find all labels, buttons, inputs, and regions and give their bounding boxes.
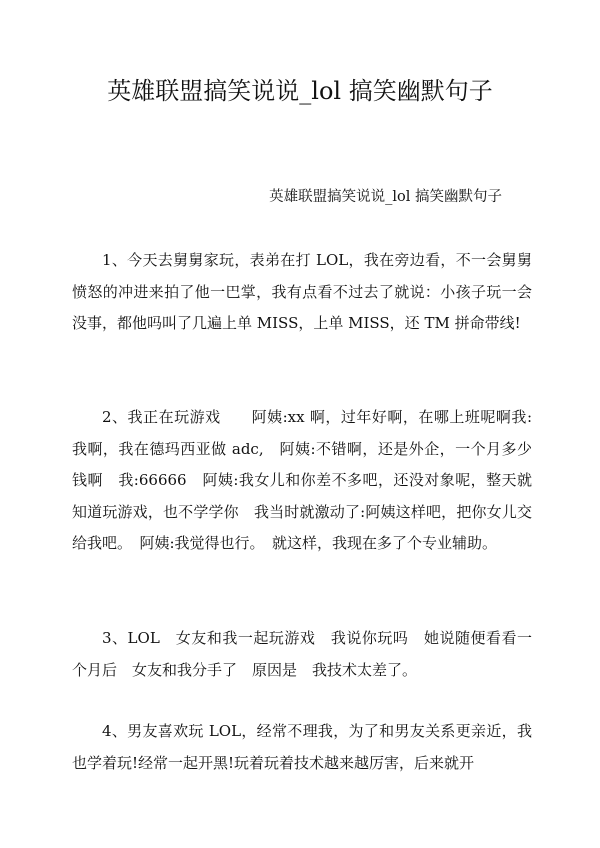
paragraph-1: 1、今天去舅舅家玩，表弟在打 LOL，我在旁边看，不一会舅舅愤怒的冲进来拍了他一巴掌，我有点看不过去了就说：小孩子玩一会没事，都他吗叫了几遍上单 MISS，上单 MISS，还 TM 拼命带线! [72,251,532,332]
paragraph-3: 3、LOL 女友和我一起玩游戏 我说你玩吗 她说随便看看一个月后 女友和我分手了 原因是 我技术太差了。 [72,629,532,679]
document-title: 英雄联盟搞笑说说_lol 搞笑幽默句子 [107,77,493,105]
paragraph-4: 4、男友喜欢玩 LOL，经常不理我，为了和男友关系更亲近，我也学着玩!经常一起开黑!玩着玩着技术越来越厉害，后来就开 [72,722,532,772]
document-subtitle: 英雄联盟搞笑说说_lol 搞笑幽默句子 [269,189,502,205]
paragraph-2: 2、我正在玩游戏 阿姨:xx 啊，过年好啊，在哪上班呢啊我:我啊，我在德玛西亚做 adc, 阿姨:不错啊，还是外企，一个月多少钱啊 我:66666 阿姨:我女儿和你差不多吧，还没对象呢，整天就知道玩游戏，也不学学你 我当时就激动了:阿姨这样吧，把你女儿交给我吧。 阿姨:我觉得也行。 就这样，我现在多了个专业辅助。 [72,408,532,552]
